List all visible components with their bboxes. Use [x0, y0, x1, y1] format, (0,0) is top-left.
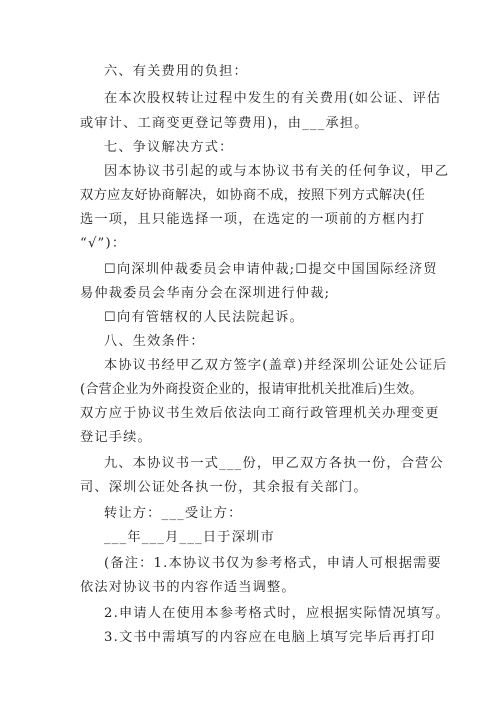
- section-6-body-line-1: 在本次股权转让过程中发生的有关费用(如公证、评估: [104, 91, 442, 106]
- section-7-body-line-3: 选一项，且只能选择一项，在选定的一项前的方框内打: [80, 212, 426, 227]
- option-line-3: ☐向有管辖权的人民法院起诉。: [104, 310, 305, 325]
- section-7-heading: 七、争议解决方式：: [104, 140, 234, 155]
- section-6-body-line-2: 或审计、工商变更登记等费用)，由___承担。: [80, 116, 369, 131]
- note-line-2: 依法对协议书的内容作适当调整。: [80, 580, 296, 595]
- date-line: ___年___月___日于深圳市: [104, 530, 275, 545]
- section-6-heading: 六、有关费用的负担：: [104, 64, 248, 79]
- section-7-body-line-4: “√”)：: [80, 236, 127, 251]
- section-8-heading: 八、生效条件：: [104, 334, 205, 349]
- section-8-body-line-2: (合营企业为外商投资企业的，报请审批机关批准后)生效。: [80, 382, 423, 397]
- note-line-1: (备注：1.本协议书仅为参考格式，申请人可根据需要: [104, 556, 442, 571]
- section-7-body-line-1: 因本协议书引起的或与本协议书有关的任何争议，甲乙: [104, 164, 450, 179]
- option-line-1: ☐向深圳仲裁委员会申请仲裁;☐提交中国国际经济贸: [104, 262, 438, 277]
- signature-line: 转让方：___受让方：: [104, 506, 243, 521]
- section-8-body-line-3: 双方应于协议书生效后依法向工商行政管理机关办理变更: [80, 406, 440, 421]
- note-line-3: 2.申请人在使用本参考格式时，应根据实际情况填写。: [104, 606, 450, 621]
- option-line-2: 易仲裁委员会华南分会在深圳进行仲裁;: [80, 286, 331, 301]
- section-8-body-line-1: 本协议书经甲乙双方签字(盖章)并经深圳公证处公证后: [104, 358, 448, 373]
- section-8-body-line-4: 登记手续。: [80, 430, 152, 445]
- section-7-body-line-2: 双方应友好协商解决，如协商不成，按照下列方式解决(任: [80, 188, 426, 203]
- section-9-body-line-1: 九、本协议书一式___份，甲乙双方各执一份，合营公: [104, 456, 444, 471]
- section-9-body-line-2: 司、深圳公证处各执一份，其余报有关部门。: [80, 480, 368, 495]
- note-line-4: 3.文书中需填写的内容应在电脑上填写完毕后再打印: [104, 630, 436, 645]
